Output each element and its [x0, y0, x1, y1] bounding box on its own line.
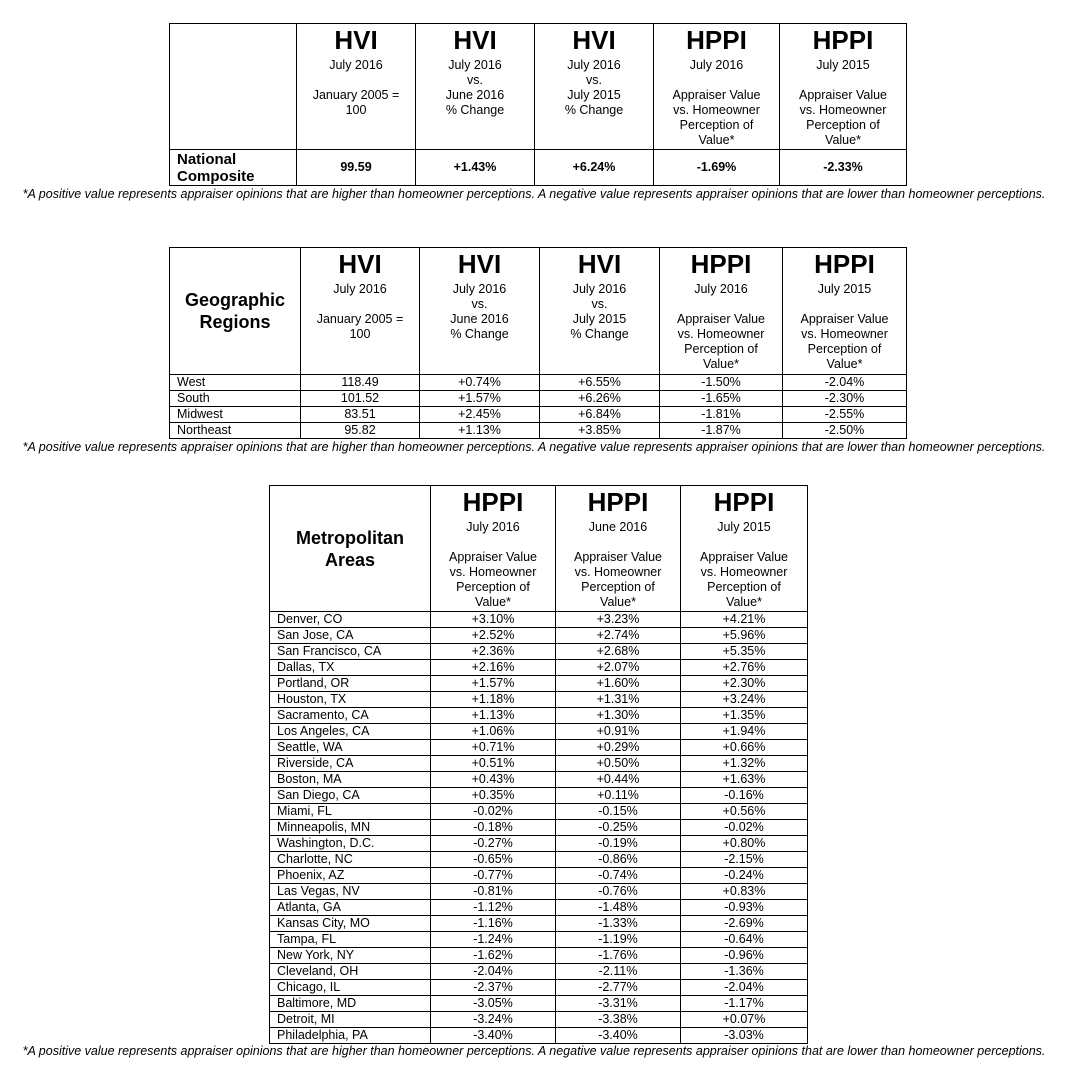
header-gap: [431, 535, 555, 550]
metro-value-cell: -1.33%: [556, 916, 681, 932]
table-row: [270, 852, 808, 868]
metro-value-cell: +0.50%: [556, 756, 681, 772]
region-value-cell: 95.82: [301, 423, 420, 439]
header-line: Appraiser Value: [800, 312, 889, 326]
national-table: [169, 23, 907, 186]
metro-value-cell: +1.30%: [556, 708, 681, 724]
header-line: Value*: [600, 595, 636, 609]
table-row: [170, 423, 907, 439]
metro-value-cell: -0.16%: [681, 788, 808, 804]
metro-value-cell: -0.65%: [431, 852, 556, 868]
metro-name: Portland, OR: [270, 676, 431, 692]
header-line: July 2016: [452, 282, 507, 296]
region-value-cell: 101.52: [301, 391, 420, 407]
metros-table: [269, 485, 808, 1044]
header-gap: [556, 535, 680, 550]
metro-value-cell: -1.19%: [556, 932, 681, 948]
header-line: July 2015: [572, 312, 627, 326]
header-gap: [301, 297, 419, 312]
region-value-cell: +0.74%: [420, 375, 540, 391]
metro-name: New York, NY: [270, 948, 431, 964]
table-row: [270, 724, 808, 740]
header-line: Perception of: [707, 580, 781, 594]
table-row: [270, 884, 808, 900]
table-row: [270, 772, 808, 788]
corner-line: Areas: [324, 549, 376, 570]
metro-value-cell: -0.81%: [431, 884, 556, 900]
table-row: [270, 868, 808, 884]
metro-value-cell: +2.52%: [431, 628, 556, 644]
header-gap: [681, 535, 807, 550]
table-row: [270, 996, 808, 1012]
regions-header-row: [170, 248, 907, 375]
header-line: 100: [345, 103, 367, 117]
metro-name: Houston, TX: [270, 692, 431, 708]
header-line: % Change: [570, 327, 629, 341]
metro-value-cell: +0.83%: [681, 884, 808, 900]
region-name: South: [170, 391, 301, 407]
metro-name: Miami, FL: [270, 804, 431, 820]
header-line: vs. Homeowner: [673, 103, 760, 117]
metro-value-cell: -1.16%: [431, 916, 556, 932]
header-line: vs.: [467, 73, 483, 87]
metric-name: HVI: [453, 25, 497, 55]
table-row: [270, 756, 808, 772]
metro-value-cell: +0.07%: [681, 1012, 808, 1028]
metro-value-cell: +1.63%: [681, 772, 808, 788]
national-value-cell: +1.43%: [416, 150, 535, 186]
header-line: July 2015: [816, 58, 870, 72]
header-line: June 2016: [450, 312, 509, 326]
header-line: vs.: [586, 73, 602, 87]
metro-value-cell: +0.29%: [556, 740, 681, 756]
table-row: [270, 804, 808, 820]
metro-name: Boston, MA: [270, 772, 431, 788]
metro-value-cell: -1.62%: [431, 948, 556, 964]
footnote-metros: *A positive value represents appraiser opinions that are higher than homeowner perceptions. A negative value represents appraiser opinions that are lower than homeowner perceptions.: [22, 1044, 1046, 1058]
header-line: Perception of: [807, 342, 882, 356]
header-line: vs. Homeowner: [574, 565, 662, 579]
metro-value-cell: +1.94%: [681, 724, 808, 740]
table-row: [270, 644, 808, 660]
metro-value-cell: -0.15%: [556, 804, 681, 820]
header-line: Perception of: [806, 118, 880, 132]
metro-value-cell: +1.32%: [681, 756, 808, 772]
region-value-cell: -1.65%: [660, 391, 783, 407]
metro-value-cell: +0.44%: [556, 772, 681, 788]
header-line: January 2005 =: [316, 312, 404, 326]
region-value-cell: +6.55%: [540, 375, 660, 391]
metro-value-cell: +3.10%: [431, 612, 556, 628]
region-value-cell: -1.50%: [660, 375, 783, 391]
national-composite-label: [170, 150, 297, 186]
column-header: [297, 24, 416, 150]
region-value-cell: +6.84%: [540, 407, 660, 423]
header-gap: [660, 297, 782, 312]
metro-value-cell: -3.40%: [431, 1028, 556, 1044]
header-line: Value*: [726, 595, 762, 609]
metro-value-cell: -0.02%: [431, 804, 556, 820]
table-row: [270, 708, 808, 724]
metro-value-cell: +0.80%: [681, 836, 808, 852]
table-row: [270, 740, 808, 756]
region-value-cell: +1.13%: [420, 423, 540, 439]
region-value-cell: +3.85%: [540, 423, 660, 439]
metro-name: San Diego, CA: [270, 788, 431, 804]
metro-name: Riverside, CA: [270, 756, 431, 772]
region-name: West: [170, 375, 301, 391]
header-line: vs. Homeowner: [799, 103, 887, 117]
table-row: [170, 375, 907, 391]
header-line: July 2016: [572, 282, 627, 296]
region-value-cell: +2.45%: [420, 407, 540, 423]
header-line: Appraiser Value: [699, 550, 788, 564]
header-line: January 2005 =: [312, 88, 400, 102]
region-value-cell: +1.57%: [420, 391, 540, 407]
metro-value-cell: -0.19%: [556, 836, 681, 852]
metro-name: Charlotte, NC: [270, 852, 431, 868]
metro-name: Washington, D.C.: [270, 836, 431, 852]
column-header: [660, 248, 783, 375]
metro-value-cell: +0.43%: [431, 772, 556, 788]
table-row: [270, 980, 808, 996]
metro-value-cell: -0.77%: [431, 868, 556, 884]
table-row: [270, 916, 808, 932]
column-header: [301, 248, 420, 375]
regions-table: [169, 247, 907, 439]
metro-value-cell: -1.12%: [431, 900, 556, 916]
table-row: [270, 788, 808, 804]
header-gap: [297, 73, 415, 88]
metro-value-cell: -1.17%: [681, 996, 808, 1012]
metric-name: HPPI: [814, 249, 875, 279]
header-line: % Change: [445, 103, 505, 117]
table-row: [270, 900, 808, 916]
metro-name: Philadelphia, PA: [270, 1028, 431, 1044]
metric-name: HVI: [572, 25, 616, 55]
corner-line: Metropolitan: [296, 527, 404, 548]
table-row: [270, 820, 808, 836]
table-row: [170, 391, 907, 407]
metro-name: Chicago, IL: [270, 980, 431, 996]
metric-name: HVI: [338, 249, 382, 279]
metro-value-cell: +1.13%: [431, 708, 556, 724]
header-line: vs.: [591, 297, 608, 311]
metro-value-cell: +0.91%: [556, 724, 681, 740]
region-value-cell: -2.50%: [783, 423, 907, 439]
header-line: July 2015: [567, 88, 621, 102]
metro-value-cell: -0.18%: [431, 820, 556, 836]
metric-name: HPPI: [713, 487, 775, 517]
metro-value-cell: +5.35%: [681, 644, 808, 660]
region-name: Northeast: [170, 423, 301, 439]
region-value-cell: -1.81%: [660, 407, 783, 423]
table-row: [270, 1028, 808, 1044]
metric-name: HPPI: [690, 249, 752, 279]
row-label-line: National: [177, 150, 237, 168]
column-header: [783, 248, 907, 375]
metro-name: Detroit, MI: [270, 1012, 431, 1028]
metric-name: HVI: [457, 249, 502, 279]
header-line: vs.: [471, 297, 488, 311]
header-line: Appraiser Value: [798, 88, 887, 102]
metro-name: Baltimore, MD: [270, 996, 431, 1012]
metro-value-cell: -1.48%: [556, 900, 681, 916]
table-row: [170, 407, 907, 423]
header-line: July 2016: [694, 282, 748, 296]
column-header: [431, 486, 556, 612]
metric-name: HPPI: [686, 25, 747, 55]
metro-name: Sacramento, CA: [270, 708, 431, 724]
header-line: July 2016: [466, 520, 520, 534]
header-line: Perception of: [684, 342, 758, 356]
column-header: [420, 248, 540, 375]
header-line: Value*: [703, 357, 739, 371]
metro-value-cell: -0.93%: [681, 900, 808, 916]
header-line: July 2016: [567, 58, 621, 72]
metro-value-cell: -2.11%: [556, 964, 681, 980]
metro-value-cell: -2.77%: [556, 980, 681, 996]
table-row: [270, 628, 808, 644]
row-label-line: Composite: [177, 167, 255, 185]
header-line: vs. Homeowner: [700, 565, 788, 579]
metro-value-cell: -0.86%: [556, 852, 681, 868]
metro-value-cell: +2.16%: [431, 660, 556, 676]
header-line: July 2015: [717, 520, 771, 534]
header-line: Value*: [825, 133, 861, 147]
header-line: July 2015: [817, 282, 872, 296]
metro-value-cell: -0.25%: [556, 820, 681, 836]
metro-value-cell: +1.06%: [431, 724, 556, 740]
header-line: vs. Homeowner: [677, 327, 765, 341]
metro-value-cell: +3.23%: [556, 612, 681, 628]
national-header-row: [170, 24, 907, 150]
header-line: June 2016: [445, 88, 505, 102]
metro-value-cell: -0.76%: [556, 884, 681, 900]
header-line: July 2016: [329, 58, 383, 72]
metro-value-cell: +0.35%: [431, 788, 556, 804]
national-value-cell: -1.69%: [654, 150, 780, 186]
header-line: Perception of: [456, 580, 530, 594]
metro-value-cell: +2.07%: [556, 660, 681, 676]
metro-value-cell: -1.36%: [681, 964, 808, 980]
metro-value-cell: -0.64%: [681, 932, 808, 948]
header-line: July 2016: [689, 58, 744, 72]
header-line: % Change: [564, 103, 624, 117]
table-row: [270, 1012, 808, 1028]
table-row: [270, 676, 808, 692]
column-header: [780, 24, 907, 150]
header-line: % Change: [450, 327, 509, 341]
metro-name: Phoenix, AZ: [270, 868, 431, 884]
footnote-national: *A positive value represents appraiser opinions that are higher than homeowner perceptions. A negative value represents appraiser opinions that are lower than homeowner perceptions.: [22, 187, 1046, 201]
metro-value-cell: -0.27%: [431, 836, 556, 852]
metros-corner-cell: [270, 486, 431, 612]
header-line: Appraiser Value: [676, 312, 765, 326]
metro-value-cell: +2.76%: [681, 660, 808, 676]
metro-value-cell: +2.36%: [431, 644, 556, 660]
region-value-cell: -2.04%: [783, 375, 907, 391]
metro-value-cell: +1.31%: [556, 692, 681, 708]
metro-value-cell: +0.56%: [681, 804, 808, 820]
metric-name: HVI: [334, 25, 378, 55]
metro-name: Las Vegas, NV: [270, 884, 431, 900]
metro-name: Kansas City, MO: [270, 916, 431, 932]
metro-name: Minneapolis, MN: [270, 820, 431, 836]
metro-value-cell: +1.57%: [431, 676, 556, 692]
header-line: July 2016: [448, 58, 502, 72]
metro-value-cell: -3.38%: [556, 1012, 681, 1028]
metro-value-cell: -0.02%: [681, 820, 808, 836]
metro-value-cell: +0.11%: [556, 788, 681, 804]
column-header: [540, 248, 660, 375]
metric-name: HVI: [577, 249, 622, 279]
metro-name: San Jose, CA: [270, 628, 431, 644]
metro-value-cell: -1.76%: [556, 948, 681, 964]
corner-line: Geographic: [184, 290, 286, 310]
metro-name: Los Angeles, CA: [270, 724, 431, 740]
metro-value-cell: +5.96%: [681, 628, 808, 644]
metro-name: Cleveland, OH: [270, 964, 431, 980]
table-row: [270, 612, 808, 628]
column-header: [654, 24, 780, 150]
metric-name: HPPI: [587, 487, 649, 517]
metros-header-row: [270, 486, 808, 612]
corner-line: Regions: [199, 312, 271, 332]
metro-value-cell: -3.31%: [556, 996, 681, 1012]
metro-value-cell: -2.04%: [681, 980, 808, 996]
metro-value-cell: +0.66%: [681, 740, 808, 756]
metro-value-cell: +0.71%: [431, 740, 556, 756]
region-value-cell: 83.51: [301, 407, 420, 423]
region-value-cell: -2.30%: [783, 391, 907, 407]
region-value-cell: +6.26%: [540, 391, 660, 407]
national-value-cell: +6.24%: [535, 150, 654, 186]
table-row: [270, 932, 808, 948]
metro-name: Atlanta, GA: [270, 900, 431, 916]
metro-value-cell: +1.18%: [431, 692, 556, 708]
header-line: Value*: [475, 595, 511, 609]
metro-value-cell: +3.24%: [681, 692, 808, 708]
header-line: June 2016: [588, 520, 648, 534]
metro-value-cell: +0.51%: [431, 756, 556, 772]
table-row: [270, 692, 808, 708]
header-line: Value*: [698, 133, 735, 147]
metro-value-cell: -3.03%: [681, 1028, 808, 1044]
metro-name: San Francisco, CA: [270, 644, 431, 660]
metro-value-cell: +2.68%: [556, 644, 681, 660]
header-line: Appraiser Value: [672, 88, 761, 102]
header-gap: [654, 73, 779, 88]
metro-value-cell: -0.24%: [681, 868, 808, 884]
metro-value-cell: -2.37%: [431, 980, 556, 996]
regions-corner-cell: [170, 248, 301, 375]
metric-name: HPPI: [462, 487, 524, 517]
metro-value-cell: +1.60%: [556, 676, 681, 692]
metro-name: Dallas, TX: [270, 660, 431, 676]
metro-value-cell: -3.40%: [556, 1028, 681, 1044]
header-line: vs. Homeowner: [449, 565, 537, 579]
header-line: Appraiser Value: [448, 550, 537, 564]
metro-name: Seattle, WA: [270, 740, 431, 756]
metro-value-cell: +4.21%: [681, 612, 808, 628]
header-line: vs. Homeowner: [801, 327, 888, 341]
national-composite-row: [170, 150, 907, 186]
national-value-cell: 99.59: [297, 150, 416, 186]
metric-name: HPPI: [812, 25, 874, 55]
region-name: Midwest: [170, 407, 301, 423]
metro-name: Denver, CO: [270, 612, 431, 628]
metro-value-cell: -2.15%: [681, 852, 808, 868]
metro-value-cell: +1.35%: [681, 708, 808, 724]
metro-value-cell: -1.24%: [431, 932, 556, 948]
metro-value-cell: +2.30%: [681, 676, 808, 692]
metro-value-cell: -0.74%: [556, 868, 681, 884]
national-corner-cell: [170, 24, 297, 150]
table-row: [270, 948, 808, 964]
table-row: [270, 836, 808, 852]
metro-value-cell: +2.74%: [556, 628, 681, 644]
header-gap: [783, 297, 906, 312]
metro-value-cell: -3.05%: [431, 996, 556, 1012]
header-gap: [780, 73, 906, 88]
header-line: Appraiser Value: [573, 550, 662, 564]
table-row: [270, 660, 808, 676]
footnote-regions: *A positive value represents appraiser opinions that are higher than homeowner perceptions. A negative value represents appraiser opinions that are lower than homeowner perceptions.: [22, 440, 1046, 454]
metro-name: Tampa, FL: [270, 932, 431, 948]
region-value-cell: 118.49: [301, 375, 420, 391]
column-header: [681, 486, 808, 612]
header-line: Perception of: [581, 580, 655, 594]
metro-value-cell: -2.69%: [681, 916, 808, 932]
header-line: Perception of: [679, 118, 754, 132]
metro-value-cell: -0.96%: [681, 948, 808, 964]
column-header: [535, 24, 654, 150]
national-value-cell: -2.33%: [780, 150, 907, 186]
header-line: 100: [349, 327, 371, 341]
header-line: July 2016: [333, 282, 387, 296]
metro-value-cell: -2.04%: [431, 964, 556, 980]
metro-value-cell: -3.24%: [431, 1012, 556, 1028]
column-header: [556, 486, 681, 612]
column-header: [416, 24, 535, 150]
region-value-cell: -2.55%: [783, 407, 907, 423]
region-value-cell: -1.87%: [660, 423, 783, 439]
header-line: Value*: [826, 357, 863, 371]
table-row: [270, 964, 808, 980]
